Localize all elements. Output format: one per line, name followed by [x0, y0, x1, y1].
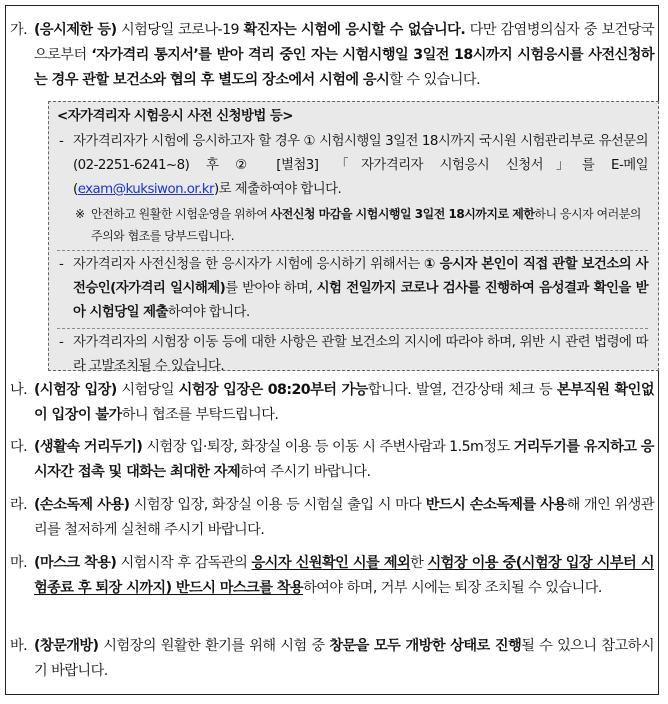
- item-ra: [10, 493, 654, 543]
- note-mark: ※: [75, 207, 85, 221]
- item-body: [34, 378, 654, 428]
- email-link[interactable]: exam@kuksiwon.or.kr: [77, 182, 214, 197]
- bold-text: 를 받아 격리 중인 자는 시험시행일 3일전 18시까지 시험응시를 사전신청하는 경우 관할 보건소와 협의 후 별도의 장소에서 시험에 응시: [34, 47, 654, 88]
- text-span: 다만 감염병의심자 중 보건당국으로부터: [34, 22, 654, 63]
- text-span: 하여 주시기 바랍니다.: [240, 464, 371, 480]
- bold-text: 반드시 손소독제를 사용: [425, 497, 567, 513]
- text-span: 하니 응시자 여러분의 주의와 협조를 당부드립니다.: [91, 207, 641, 243]
- text-span: 시험시작 후 감독관의: [116, 555, 252, 571]
- bold-text: 시험장 입장은 08:20부터 가능: [178, 382, 368, 398]
- text-span: 시험장의 원활한 환기를 위해 시험 중: [98, 638, 330, 654]
- item-marker: 마.: [10, 555, 28, 571]
- bold-text: ‘자가격리 통지서’: [91, 47, 199, 63]
- item-marker: 라.: [10, 497, 28, 513]
- text-span: 시험장 입·퇴장, 화장실 이용 등 이동 시 주변사람과 1.5m정도: [142, 439, 514, 455]
- item-heading: (마스크 착용): [34, 555, 117, 571]
- dash-bullet: -: [59, 134, 64, 149]
- text-span: 하여야 하며, 거부 시에는 퇴장 조치될 수 있습니다.: [303, 580, 602, 596]
- item-heading: (생활속 거리두기): [34, 439, 143, 455]
- text-span: 자가격리자가 시험에 응시하고자 할 경우 ① 시험시행일 3일전 18시까지 국시원 시험관리부로 유선문의(02-2251-6241~8) 후 ② [별첨3] 「자가격리자 시험응시 신청서」를 E-메일(: [73, 134, 648, 197]
- text-span: 될 수 있으니 참고하시기 바랍니다.: [34, 638, 654, 679]
- item-ga: [10, 18, 654, 93]
- text-span: )로 제출하여야 합니다.: [213, 182, 342, 197]
- text-span: 자가격리자 사전신청을 한 응시자가 시험에 응시하기 위해서는: [73, 257, 424, 272]
- box-title: <자가격리자 시험응시 사전 신청방법 등>: [57, 109, 293, 124]
- item-na: [10, 378, 654, 428]
- dash-bullet: -: [59, 335, 64, 350]
- notice-frame: [5, 5, 659, 695]
- text-span: 합니다. 발열, 건강상태 체크 등: [367, 382, 557, 398]
- bold-text: 본부직원 확인없이 입장이 불가: [34, 382, 654, 423]
- application-procedure-box: [48, 101, 659, 374]
- item-ma: [10, 551, 654, 601]
- bold-text: 시험 전일까지 코로나 검사를 진행하여 음성결과 확인을 받아 시험당일 제출: [73, 281, 649, 320]
- bold-text: 확진자는 시험에 응시할 수 없습니다.: [243, 22, 466, 38]
- item-body: [34, 634, 654, 684]
- item-body: [34, 435, 654, 485]
- text-span: 안전하고 원활한 시험운영을 위하여: [91, 207, 271, 221]
- item-heading: (손소독제 사용): [34, 497, 130, 513]
- item-marker: 가.: [10, 22, 28, 38]
- item-marker: 다.: [10, 439, 28, 455]
- box-paragraph-1: [57, 130, 648, 202]
- bold-text: ① 응시자 본인이 직접 관할 보건소의 사전승인(자가격리 일시해제): [73, 257, 648, 296]
- text-span: 시험당일 코로나-19: [116, 22, 244, 38]
- box-paragraph-3: [57, 331, 648, 379]
- text-span: 시험장 입장, 화장실 이용 등 시험실 출입 시 마다: [129, 497, 426, 513]
- text-span: 를 받아야 하며,: [225, 281, 317, 296]
- item-body: [34, 493, 654, 543]
- text-span: 하여야 합니다.: [167, 305, 250, 320]
- text-span: 해 개인 위생관리를 철저하게 실천해 주시기 바랍니다.: [34, 497, 654, 538]
- text-span: 시험당일: [116, 382, 179, 398]
- item-marker: 나.: [10, 382, 28, 398]
- item-da: [10, 435, 654, 485]
- text-span: 할 수 있습니다.: [389, 72, 481, 88]
- underlined-text: 시험장 이용 중(시험장 입장 시부터 시험종료 후 퇴장 시까지) 반드시 마스크를 착용: [34, 555, 654, 596]
- item-body: [34, 551, 654, 601]
- item-heading: (창문개방): [34, 638, 99, 654]
- item-marker: 바.: [10, 638, 28, 654]
- divider: [57, 328, 648, 329]
- text-span: 하니 협조를 부탁드립니다.: [121, 407, 279, 423]
- underlined-text: 응시자 신원확인 시를 제외: [251, 555, 411, 571]
- bold-text: 창문을 모두 개방한 상태로 진행: [329, 638, 522, 654]
- item-heading: (시험장 입장): [34, 382, 117, 398]
- item-body: [34, 18, 654, 93]
- text-span: 자가격리자의 시험장 이동 등에 대한 사항은 관할 보건소의 지시에 따라야 하며, 위반 시 관련 법령에 따라 고발조치될 수 있습니다.: [73, 335, 648, 374]
- bold-text: 거리두기를 유지하고 응시자간 접촉 및 대화는 최대한 자제: [34, 439, 654, 480]
- item-ba: [10, 634, 654, 684]
- box-paragraph-2: [57, 253, 648, 325]
- dash-bullet: -: [59, 257, 64, 272]
- item-heading: (응시제한 등): [34, 22, 117, 38]
- box-note: [57, 203, 648, 247]
- divider: [57, 250, 648, 251]
- bold-text: 사전신청 마감을 시험시행일 3일전 18시까지로 제한: [270, 207, 535, 221]
- text-span: 한: [410, 555, 428, 571]
